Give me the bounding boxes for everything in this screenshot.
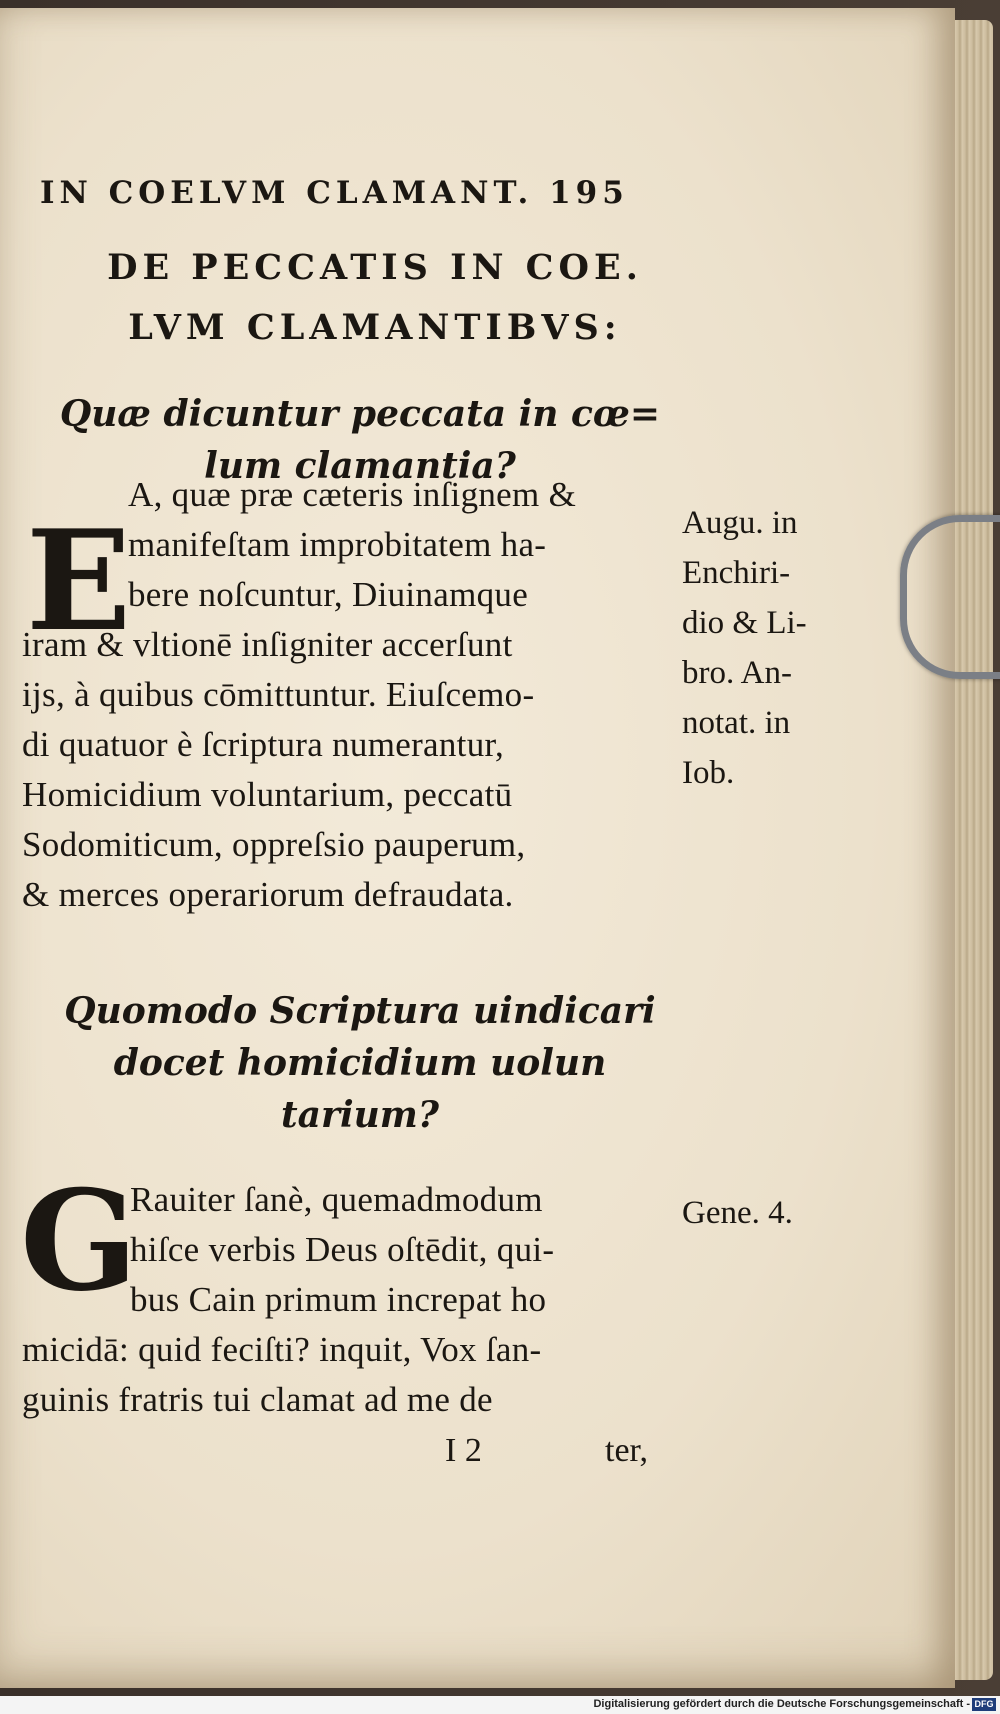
- para1-line-4: iram & vltionē inſigniter accerſunt: [22, 625, 513, 664]
- question2-line-1: Quomodo Scriptura uindicari: [64, 990, 656, 1032]
- title-line-2: LVM CLAMANTIBVS:: [128, 307, 622, 348]
- para2-line-3: bus Cain primum increpat ho: [130, 1280, 547, 1319]
- marginal-note-1-line-3: dio & Li-: [682, 605, 807, 641]
- marginal-note-1-line-4: bro. An-: [682, 655, 792, 691]
- dropcap-g: G: [20, 1159, 138, 1322]
- para1-line-2: manifeſtam improbitatem ha-: [128, 525, 547, 564]
- marginal-note-1-line-2: Enchiri-: [682, 555, 791, 591]
- para1-line-9: & merces operariorum defraudata.: [22, 875, 514, 914]
- page-clip: [900, 515, 1000, 679]
- footer-credit: Digitalisierung gefördert durch die Deutsche Forschungsgemeinschaft -: [593, 1698, 970, 1710]
- marginal-note-1-line-1: Augu. in: [682, 505, 798, 541]
- para2-line-4: micidā: quid feciſti? inquit, Vox ſan-: [22, 1330, 542, 1369]
- para1-line-6: di quatuor è ſcriptura numerantur,: [22, 725, 505, 764]
- para2-line-1: Rauiter ſanè, quemadmodum: [130, 1180, 543, 1219]
- signature-mark: I 2: [445, 1432, 482, 1469]
- question2-line-3: tarium?: [281, 1094, 439, 1136]
- para2-line-5: guinis fratris tui clamat ad me de: [22, 1380, 493, 1419]
- running-head: IN COELVM CLAMANT. 195: [40, 175, 629, 211]
- para1-line-8: Sodomiticum, oppreſsio pauperum,: [22, 825, 526, 864]
- page-edges: [955, 20, 993, 1680]
- question2-line-2: docet homicidium uolun: [113, 1042, 607, 1084]
- marginal-note-2: Gene. 4.: [682, 1195, 793, 1231]
- question1-line-2: lum clamantia?: [204, 445, 516, 487]
- marginal-note-1-line-5: notat. in: [682, 705, 791, 741]
- title-line-1: DE PECCATIS IN COE.: [107, 247, 643, 288]
- dropcap-e: E: [26, 499, 132, 662]
- chapter-title: [55, 238, 695, 358]
- para1-line-5: iјs, à quibus cōmittuntur. Eiuſcemo-: [22, 675, 535, 714]
- para1-line-3: bere noſcuntur, Diuinamque: [128, 575, 529, 614]
- dfg-logo: DFG: [972, 1698, 996, 1711]
- question-heading-2: [40, 985, 680, 1141]
- para2-line-2: hiſce verbis Deus oſtēdit, qui-: [130, 1230, 555, 1269]
- catchword: ter,: [605, 1432, 648, 1469]
- para1-line-1: A, quæ præ cæteris inſignem &: [128, 475, 577, 514]
- marginal-note-1-line-6: Iob.: [682, 755, 735, 791]
- question1-line-1: Quæ dicuntur peccata in cœ=: [59, 393, 661, 435]
- para1-line-7: Homicidium voluntarium, peccatū: [22, 775, 513, 814]
